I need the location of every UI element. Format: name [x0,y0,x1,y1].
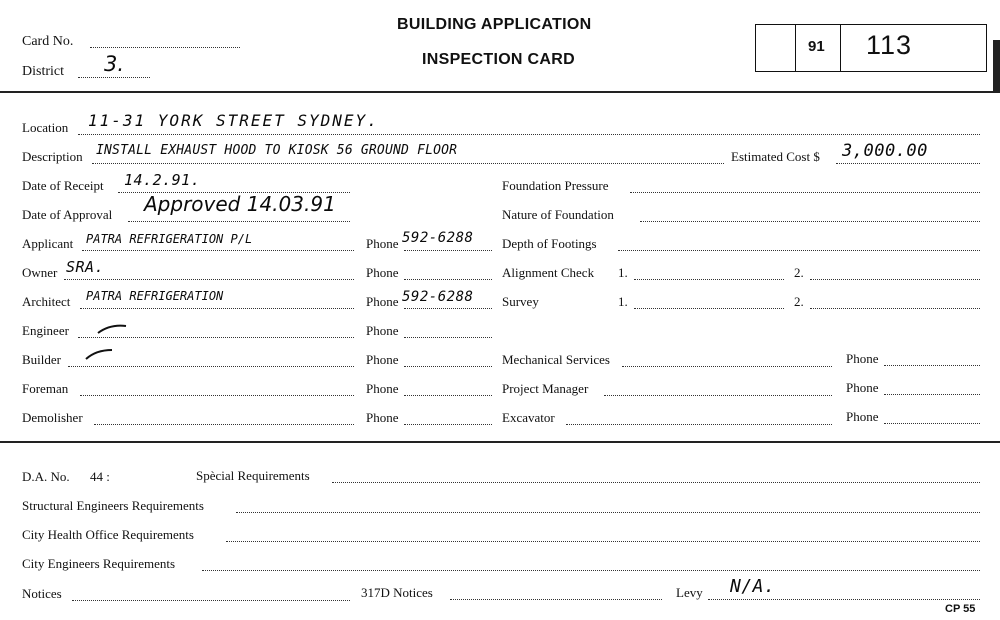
applicant-label: Applicant [22,236,74,251]
levy-value: N/A. [730,576,776,597]
location-value: 11-31 YORK STREET SYDNEY. [88,111,379,130]
owner-value: SRA. [66,258,105,276]
edge-mark [993,40,1000,92]
project-manager-phone-field[interactable] [884,394,980,395]
da-no-value: 44 : [90,469,110,484]
demolisher-phone-label: Phone [366,410,399,425]
builder-phone-label: Phone [366,352,399,367]
box-divider [840,24,841,72]
card-year: 91 [808,38,825,55]
alignment-num-1: 1. [618,265,628,280]
owner-phone-label: Phone [366,265,399,280]
box-divider [795,24,796,72]
architect-phone-value: 592-6288 [402,289,474,305]
nature-foundation-label: Nature of Foundation [502,207,614,222]
location-field[interactable] [78,134,980,135]
date-approval-value: Approved 14.03.91 [144,192,336,216]
notices-label: Notices [22,586,62,601]
excavator-field[interactable] [566,424,832,425]
city-engineers-label: City Engineers Requirements [22,556,176,571]
date-approval-field[interactable] [128,221,350,222]
location-label: Location [22,120,69,135]
foundation-pressure-field[interactable] [630,192,980,193]
health-field[interactable] [226,541,980,542]
architect-label: Architect [22,294,71,309]
district-label: District [22,64,64,79]
description-field[interactable] [92,163,724,164]
architect-field[interactable] [80,308,354,309]
district-value: 3. [104,52,125,76]
demolisher-field[interactable] [94,424,354,425]
foreman-label: Foreman [22,381,69,396]
levy-label: Levy [676,585,703,600]
architect-value: PATRA REFRIGERATION [86,289,224,303]
nature-foundation-field[interactable] [640,221,980,222]
foreman-phone-field[interactable] [404,395,492,396]
alignment-check-label: Alignment Check [502,265,595,280]
excavator-phone-field[interactable] [884,423,980,424]
foreman-phone-label: Phone [366,381,399,396]
applicant-phone-field[interactable] [404,250,492,251]
estimated-cost-label: Estimated Cost $ [731,149,820,164]
owner-label: Owner [22,265,58,280]
mechanical-phone-field[interactable] [884,365,980,366]
applicant-phone-value: 592-6288 [402,230,474,246]
alignment-check-field-2[interactable] [810,279,980,280]
builder-phone-field[interactable] [404,366,492,367]
page-subtitle: INSPECTION CARD [422,51,575,68]
project-manager-phone-label: Phone [846,380,879,395]
architect-phone-field[interactable] [404,308,492,309]
date-approval-label: Date of Approval [22,207,113,222]
form-code: CP 55 [945,603,976,615]
project-manager-label: Project Manager [502,381,589,396]
date-receipt-label: Date of Receipt [22,178,104,193]
card-number: 113 [866,30,913,60]
survey-field-1[interactable] [634,308,784,309]
estimated-cost-value: 3,000.00 [842,141,928,161]
district-field[interactable] [78,77,150,78]
applicant-field[interactable] [82,250,354,251]
levy-field[interactable] [708,599,980,600]
builder-label: Builder [22,352,61,367]
applicant-phone-label: Phone [366,236,399,251]
demolisher-label: Demolisher [22,410,83,425]
engineer-label: Engineer [22,323,69,338]
depth-footings-label: Depth of Footings [502,236,597,251]
header-divider [0,91,1000,93]
date-receipt-value: 14.2.91. [124,171,201,189]
architect-phone-label: Phone [366,294,399,309]
engineer-phone-label: Phone [366,323,399,338]
engineer-field[interactable] [78,337,354,338]
alignment-num-2: 2. [794,265,804,280]
notices-317d-label: 317D Notices [361,585,433,600]
survey-num-2: 2. [794,294,804,309]
project-manager-field[interactable] [604,395,832,396]
depth-footings-field[interactable] [618,250,980,251]
alignment-check-field-1[interactable] [634,279,784,280]
page-title: BUILDING APPLICATION [397,16,592,33]
survey-num-1: 1. [618,294,628,309]
description-label: Description [22,149,83,164]
section-divider [0,441,1000,443]
notices-field[interactable] [72,600,350,601]
dash-mark-icon [84,347,118,361]
card-no-label: Card No. [22,34,74,49]
da-no-label: D.A. No. [22,469,70,484]
description-value: INSTALL EXHAUST HOOD TO KIOSK 56 GROUND FLOOR [96,143,458,158]
special-requirements-field[interactable] [332,482,980,483]
survey-field-2[interactable] [810,308,980,309]
owner-phone-field[interactable] [404,279,492,280]
mechanical-phone-label: Phone [846,351,879,366]
excavator-phone-label: Phone [846,409,879,424]
city-engineers-field[interactable] [202,570,980,571]
builder-field[interactable] [68,366,354,367]
excavator-label: Excavator [502,410,555,425]
foreman-field[interactable] [80,395,354,396]
health-label: City Health Office Requirements [22,527,194,542]
notices-317d-field[interactable] [450,599,662,600]
special-requirements-label: Spècial Requirements [196,468,310,483]
mechanical-field[interactable] [622,366,832,367]
engineer-phone-field[interactable] [404,337,492,338]
dash-mark-icon [96,322,130,336]
structural-label: Structural Engineers Requirements [22,498,204,513]
estimated-cost-field[interactable] [836,163,980,164]
owner-field[interactable] [64,279,354,280]
demolisher-phone-field[interactable] [404,424,492,425]
card-no-field[interactable] [90,47,240,48]
survey-label: Survey [502,294,539,309]
structural-field[interactable] [236,512,980,513]
mechanical-label: Mechanical Services [502,352,610,367]
foundation-pressure-label: Foundation Pressure [502,178,609,193]
applicant-value: PATRA REFRIGERATION P/L [86,232,253,246]
